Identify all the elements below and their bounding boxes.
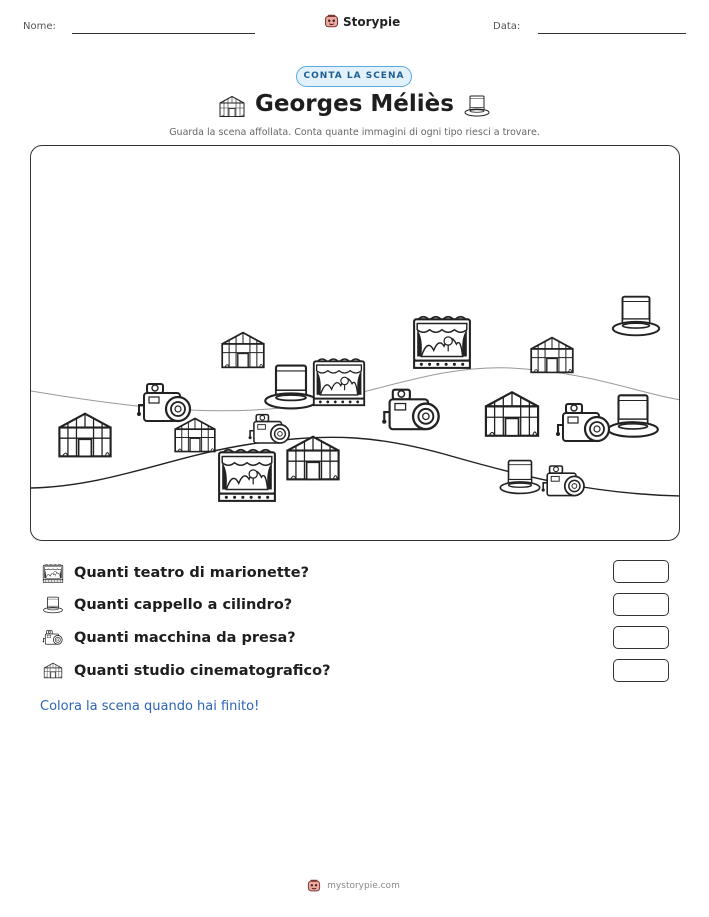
counting-scene — [30, 145, 680, 541]
film-camera-icon[interactable] — [137, 384, 190, 421]
film-camera-icon[interactable] — [382, 390, 439, 429]
brand-name: Storypie — [343, 14, 401, 29]
brand-logo — [324, 14, 400, 29]
footer-site — [0, 881, 709, 891]
name-label: Nome: — [23, 21, 56, 32]
puppet-theater-icon[interactable] — [219, 450, 275, 501]
glass-studio-icon — [42, 661, 64, 680]
studio-icon[interactable] — [531, 338, 573, 373]
name-field-line[interactable] — [72, 33, 255, 34]
question-puppet-theater — [42, 562, 309, 583]
question-text: Quanti teatro di marionette? — [74, 564, 309, 581]
footer-site-text: mystorypie.com — [327, 881, 400, 891]
coloring-note: Colora la scena quando hai finito! — [40, 699, 260, 714]
film-camera-icon[interactable] — [249, 415, 290, 443]
answer-box-top-hat[interactable] — [613, 593, 669, 616]
question-text: Quanti macchina da presa? — [74, 630, 296, 646]
answer-box-film-camera[interactable] — [613, 626, 669, 649]
question-text: Quanti studio cinematografico? — [74, 662, 331, 679]
date-field-line[interactable] — [538, 33, 686, 34]
puppet-theater-icon[interactable] — [414, 317, 470, 368]
page-title: Georges Méliès — [255, 91, 454, 117]
puppet-theater-icon[interactable] — [314, 359, 364, 405]
top-hat-icon[interactable] — [608, 395, 658, 436]
studio-icon[interactable] — [59, 414, 110, 457]
top-hat-icon[interactable] — [265, 366, 316, 409]
storypie-logo-icon — [324, 14, 339, 29]
answer-box-puppet-theater[interactable] — [613, 560, 669, 583]
question-text: Quanti cappello a cilindro? — [74, 597, 293, 613]
date-label: Data: — [493, 21, 521, 32]
film-camera-icon[interactable] — [542, 466, 584, 496]
question-glass-studio — [42, 661, 331, 680]
top-hat-icon — [42, 595, 64, 615]
studio-icon[interactable] — [175, 418, 215, 451]
film-camera-icon — [42, 628, 64, 648]
studio-icon[interactable] — [222, 333, 264, 368]
question-film-camera — [42, 628, 296, 648]
answer-box-glass-studio[interactable] — [613, 659, 669, 682]
film-camera-icon[interactable] — [556, 404, 609, 441]
activity-badge: CONTA LA SCENA — [296, 66, 412, 87]
title-top-hat-icon — [463, 94, 491, 118]
studio-icon[interactable] — [287, 437, 338, 480]
top-hat-icon[interactable] — [613, 297, 659, 336]
scene-drawing — [31, 146, 680, 541]
puppet-theater-icon — [42, 562, 64, 583]
studio-icon[interactable] — [486, 392, 538, 435]
instructions: Guarda la scena affollata. Conta quante immagini di ogni tipo riesci a trovare. — [169, 127, 540, 138]
question-top-hat — [42, 595, 292, 615]
